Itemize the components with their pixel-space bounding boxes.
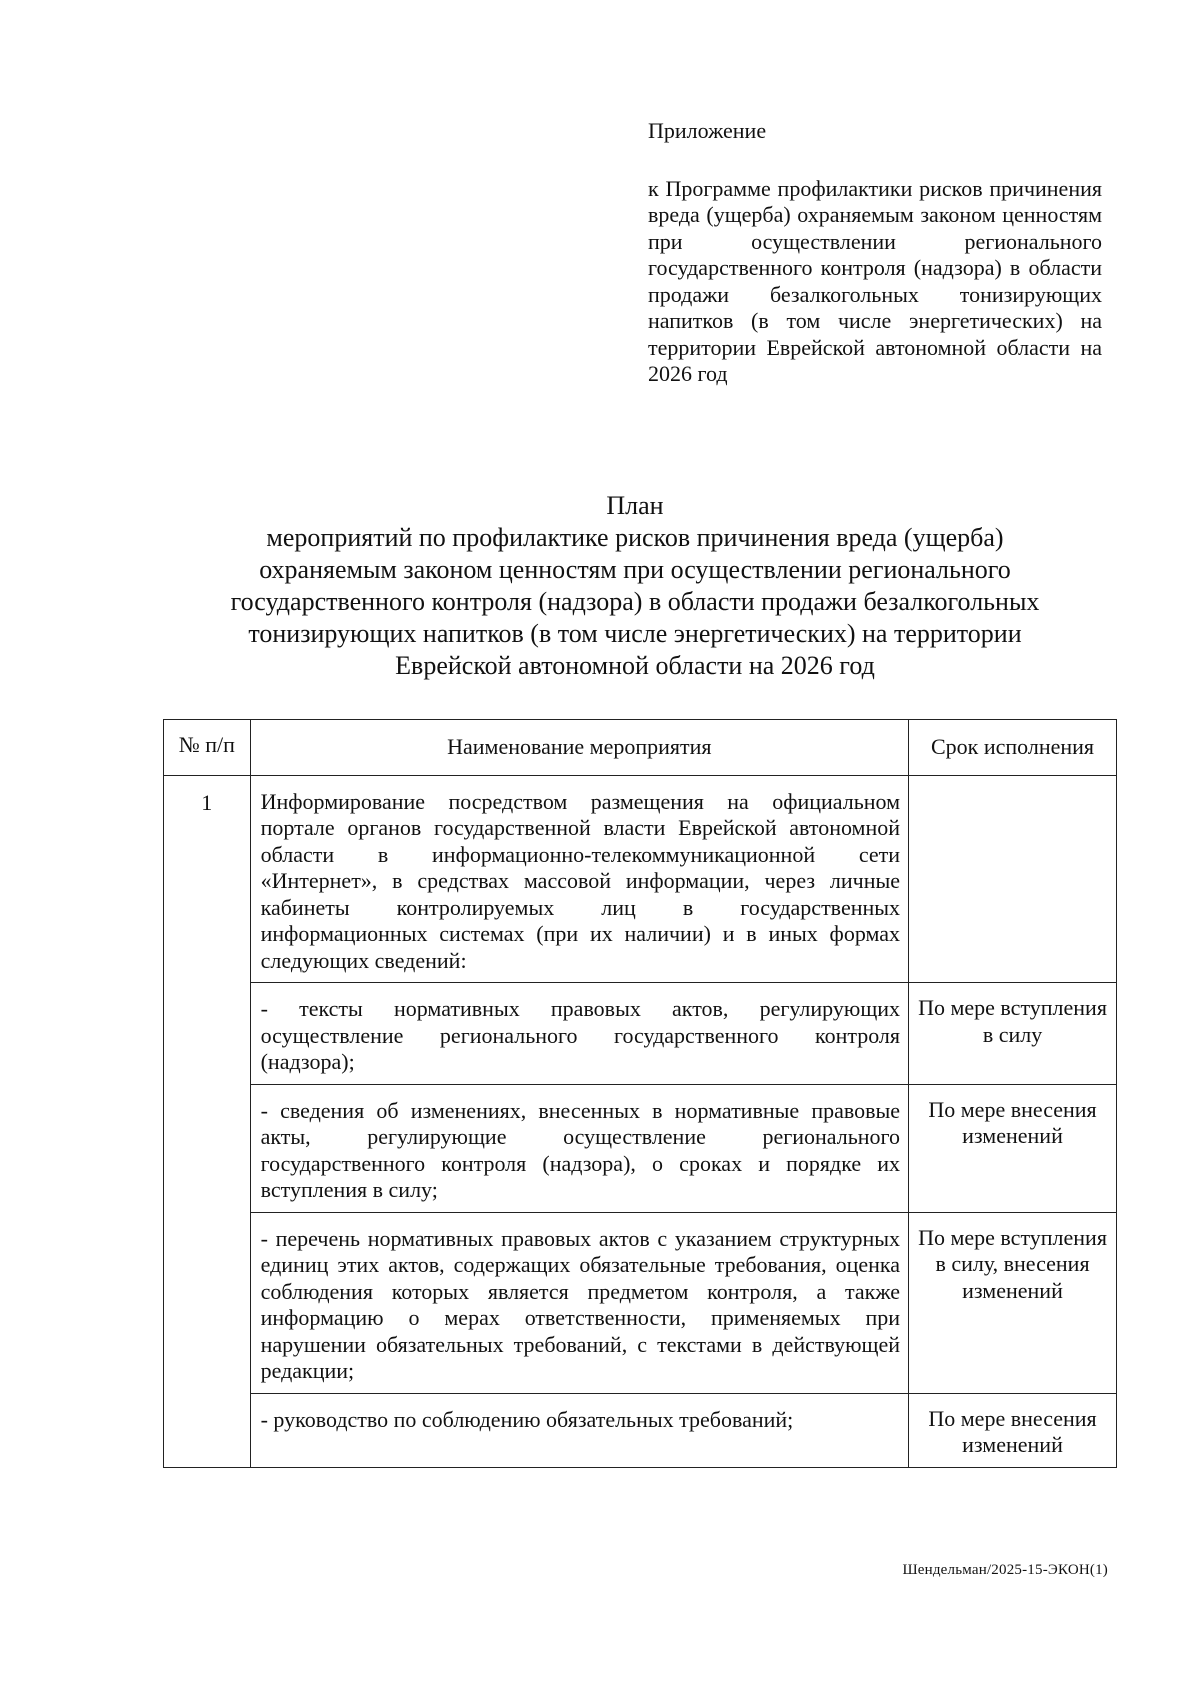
activity-name: - руководство по соблюдению обязательных требований; [250, 1393, 908, 1467]
appendix-title: Приложение [648, 118, 767, 143]
header-term: Срок исполнения [909, 720, 1117, 776]
plan-heading [160, 490, 1110, 682]
header-num: № п/п [164, 720, 251, 776]
appendix-body: к Программе профилактики рисков причинения вреда (ущерба) охраняемым законом ценностям при осуществлении регионального государственного контроля (надзора) в области продажи безалкогольных тонизирующих напитков (в том числе энергетических) на территории Еврейской автономной области на 2026 год [648, 175, 1102, 386]
plan-subtitle: мероприятий по профилактике рисков причинения вреда (ущерба) охраняемым законом ценностям при осуществлении регионального государственного контроля (надзора) в области продажи безалкогольных тонизирующих напитков (в том числе энергетических) на территории Еврейской автономной области на 2026 год [230, 523, 1040, 680]
appendix-block [648, 118, 1102, 388]
table-header-row [164, 720, 1117, 776]
header-name: Наименование мероприятия [250, 720, 908, 776]
activity-name: - тексты нормативных правовых актов, регулирующих осуществление регионального государственного контроля (надзора); [250, 983, 908, 1085]
table-row [164, 775, 1117, 983]
activity-term [909, 775, 1117, 983]
table-row [164, 1393, 1117, 1467]
plan-table [163, 719, 1117, 1468]
activity-name: Информирование посредством размещения на официальном портале органов государственной власти Еврейской автономной области в информационно-телекоммуникационной сети «Интернет», в средствах массовой информации, через личные кабинеты контролируемых лиц в государственных информационных системах (при их наличии) и в иных формах следующих сведений: [250, 775, 908, 983]
activity-name: - сведения об изменениях, внесенных в нормативные правовые акты, регулирующие осуществление регионального государственного контроля (надзора), о сроках и порядке их вступления в силу; [250, 1084, 908, 1212]
activity-term: По мере вступления в силу [909, 983, 1117, 1085]
activity-term: По мере внесения изменений [909, 1084, 1117, 1212]
table-row [164, 983, 1117, 1085]
document-reference: Шендельман/2025-15-ЭКОН(1) [902, 1562, 1108, 1578]
activity-name: - перечень нормативных правовых актов с указанием структурных единиц этих актов, содержащих обязательные требования, оценка соблюдения которых является предметом контроля, а также информацию о мерах ответственности, применяемых при нарушении обязательных требований, с текстами в действующей редакции; [250, 1212, 908, 1393]
plan-title: План [606, 491, 664, 520]
activity-term: По мере вступления в силу, внесения изменений [909, 1212, 1117, 1393]
table-row [164, 1084, 1117, 1212]
activity-term: По мере внесения изменений [909, 1393, 1117, 1467]
table-row [164, 1212, 1117, 1393]
row-number: 1 [164, 775, 251, 1467]
